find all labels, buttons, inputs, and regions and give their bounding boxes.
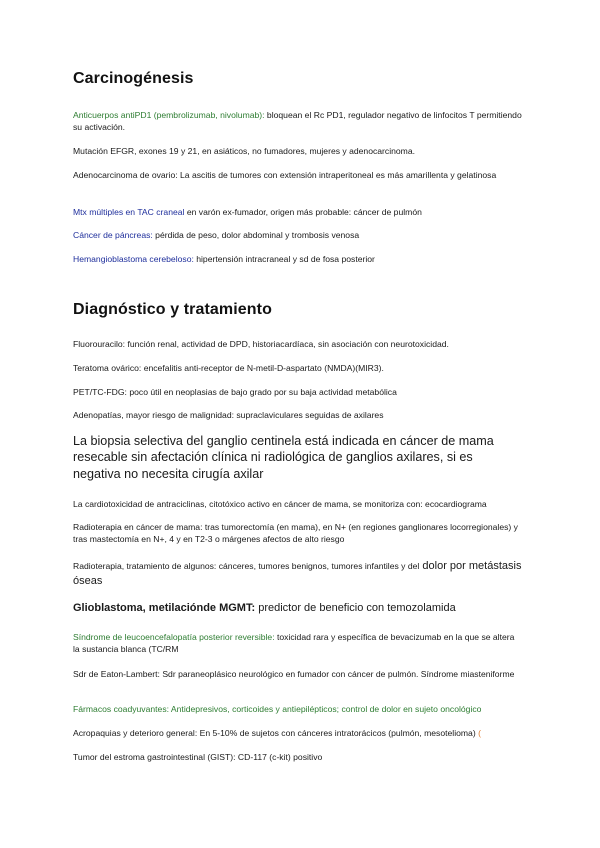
term-leucoencefalopatia: Síndrome de leucoencefalopatía posterior reversible:: [73, 632, 275, 642]
term-antipd1: Anticuerpos antiPD1 (pembrolizumab, nivolumab):: [73, 110, 265, 120]
paragraph-glioblastoma: Glioblastoma, metilaciónde MGMT: predictor de beneficio con temozolamida: [73, 602, 456, 614]
paragraph-fluorouracilo: Fluorouracilo: función renal, actividad de DPD, historiacardíaca, sin asociación con neurotoxicidad.: [73, 339, 449, 349]
section-title-carcinogenesis: Carcinogénesis: [73, 70, 194, 87]
paragraph-farmacos: Fármacos coadyuvantes: Antidepresivos, corticoides y antiepilépticos; control de dolor en sujeto oncológico: [73, 704, 482, 714]
paragraph-teratoma: Teratoma ovárico: encefalitis anti-receptor de N-metil-D-aspartato (NMDA)(MIR3).: [73, 363, 384, 373]
paragraph-antipd1: Anticuerpos antiPD1 (pembrolizumab, nivolumab): bloquean el Rc PD1, regulador negativo de linfocitos T permitiendo su activación.: [73, 110, 522, 133]
paragraph-pancreas: Cáncer de páncreas: pérdida de peso, dolor abdominal y trombosis venosa: [73, 230, 360, 240]
term-hemangioblastoma: Hemangioblastoma cerebeloso:: [73, 254, 194, 264]
paragraph-gist: Tumor del estroma gastrointestinal (GIST): CD-117 (c-kit) positivo: [73, 752, 323, 762]
section-title-diagnostico: Diagnóstico y tratamiento: [73, 301, 272, 318]
paragraph-biopsia: La biopsia selectiva del ganglio centinela está indicada en cáncer de mama resecable sin afectación clínica ni radiológica de ganglios axilares, si es negativa no necesita cirugía axilar: [73, 434, 494, 481]
term-mtx: Mtx múltiples en TAC craneal: [73, 207, 185, 217]
paragraph-ovario: Adenocarcinoma de ovario: La ascitis de tumores con extensión intraperitoneal es más amarillenta y gelatinosa: [73, 170, 497, 180]
term-pancreas: Cáncer de páncreas:: [73, 230, 153, 240]
paragraph-radioterapia: Radioterapia, tratamiento de algunos: cánceres, tumores benignos, tumores infantiles y del dolor por metástasis óseas: [73, 560, 522, 587]
paragraph-leucoencefalopatia: Síndrome de leucoencefalopatía posterior reversible: toxicidad rara y específica de bevacizumab en la que se altera la sustancia blanca (TC/RM: [73, 632, 515, 655]
term-glioblastoma: Glioblastoma, metilaciónde MGMT:: [73, 602, 256, 614]
paragraph-egfr: Mutación EFGR, exones 19 y 21, en asiáticos, no fumadores, mujeres y adenocarcinoma.: [73, 146, 416, 156]
paragraph-pet: PET/TC-FDG: poco útil en neoplasias de bajo grado por su baja actividad metabólica: [73, 387, 397, 397]
paragraph-mtx: Mtx múltiples en TAC craneal en varón ex-fumador, origen más probable: cáncer de pulmón: [73, 207, 422, 217]
paragraph-adenopatias: Adenopatías, mayor riesgo de malignidad: supraclaviculares seguidas de axilares: [73, 410, 384, 420]
paragraph-eaton-lambert: Sdr de Eaton-Lambert: Sdr paraneoplásico neurológico en fumador con cáncer de pulmón. Síndrome miasteniforme: [73, 669, 515, 679]
paragraph-hemangioblastoma: Hemangioblastoma cerebeloso: hipertensión intracraneal y sd de fosa posterior: [73, 254, 375, 264]
paragraph-cardiotoxicidad: La cardiotoxicidad de antraciclinas, citotóxico activo en cáncer de mama, se monitoriza con: ecocardiograma: [73, 499, 487, 509]
paragraph-acropaquias: Acropaquias y deterioro general: En 5-10% de sujetos con cánceres intratorácicos (pulmón, mesotelioma) (: [73, 728, 481, 738]
paragraph-radioterapia-mama: Radioterapia en cáncer de mama: tras tumorectomía (en mama), en N+ (en regiones ganglionares locorregionales) y tras mastectomía en N+, 4 y en T2-3 o márgenes afectos de alto riesgo: [73, 522, 518, 545]
